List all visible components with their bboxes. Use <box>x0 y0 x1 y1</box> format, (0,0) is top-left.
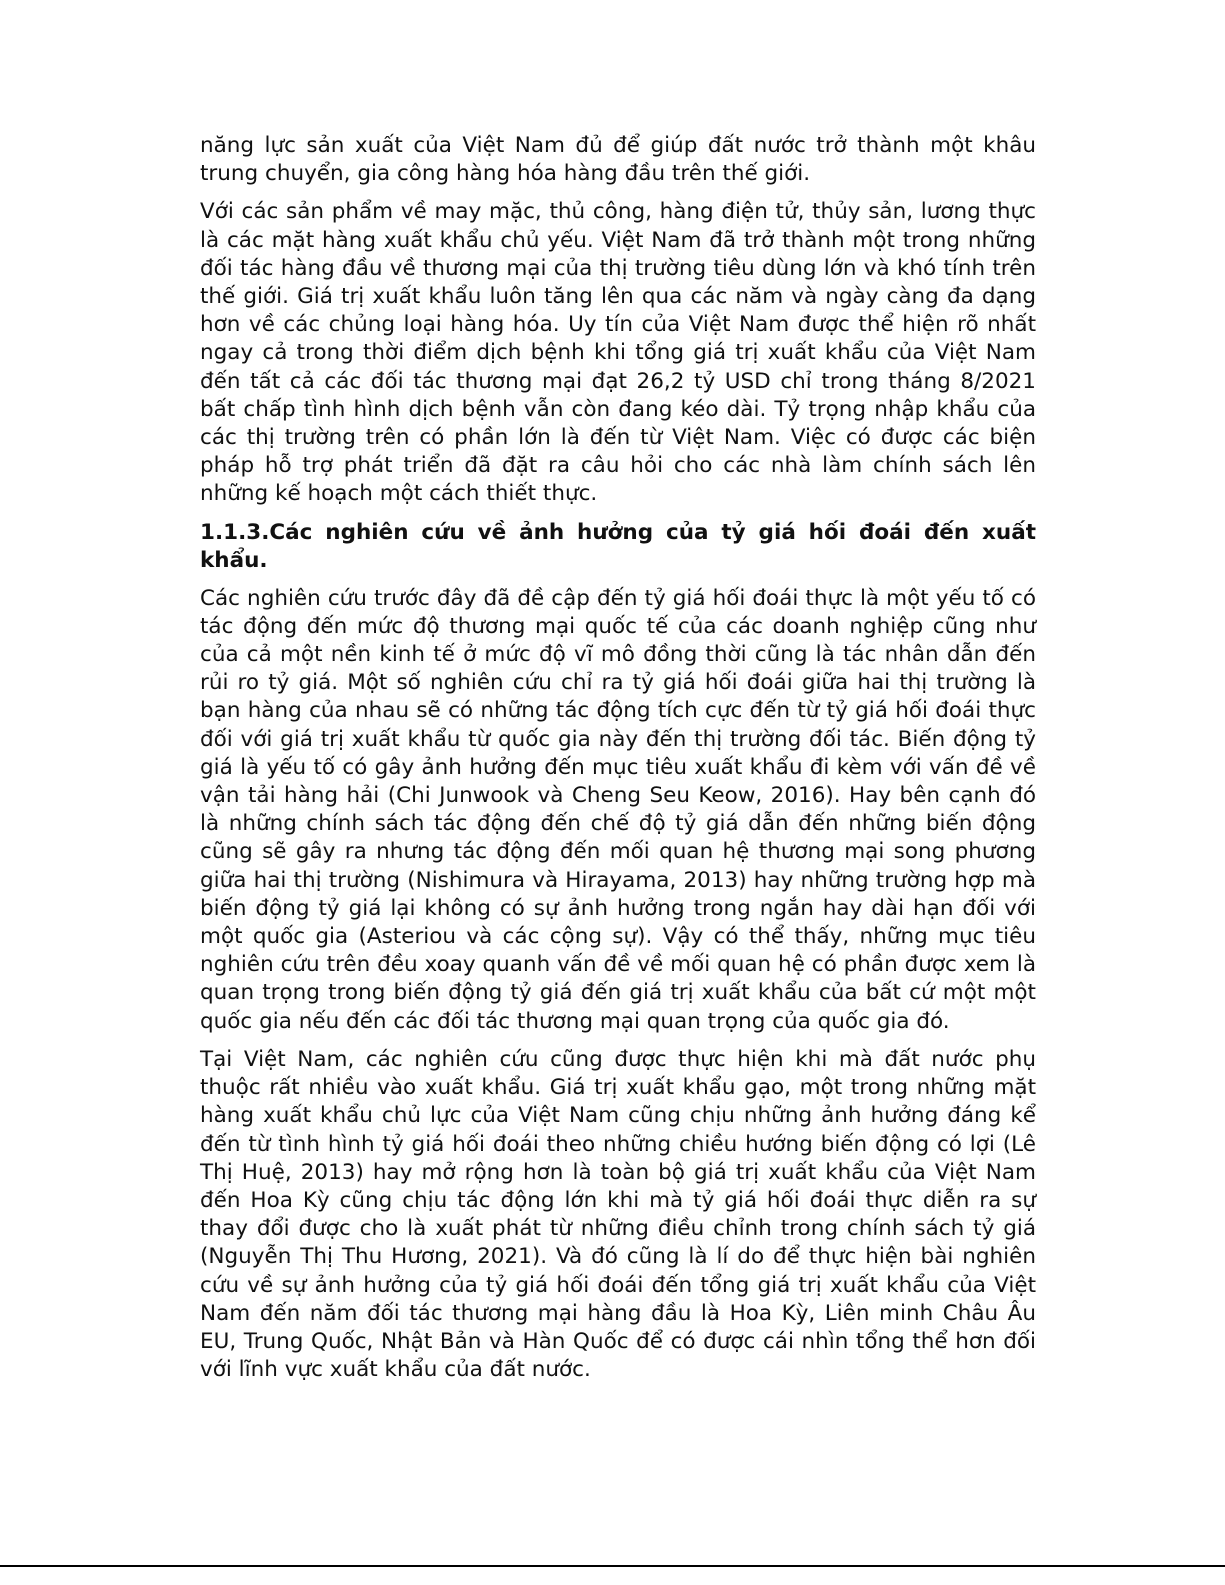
section-heading: 1.1.3.Các nghiên cứu về ảnh hưởng của tỷ giá hối đoái đến xuất khẩu. <box>200 519 1036 573</box>
paragraph-export-products: Với các sản phẩm về may mặc, thủ công, hàng điện tử, thủy sản, lương thực là các mặt hàng xuất khẩu chủ yếu. Việt Nam đã trở thành một trong những đối tác hàng đầu về thương mại của thị trường tiêu dùng lớn và khó tính trên thế giới. Giá trị xuất khẩu luôn tăng lên qua các năm và ngày càng đa dạng hơn về các chủng loại hàng hóa. Uy tín của Việt Nam được thể hiện rõ nhất ngay cả trong thời điểm dịch bệnh khi tổng giá trị xuất khẩu của Việt Nam đến tất cả các đối tác thương mại đạt 26,2 tỷ USD chỉ trong tháng 8/2021 bất chấp tình hình dịch bệnh vẫn còn đang kéo dài. Tỷ trọng nhập khẩu của các thị trường trên có phần lớn là đến từ Việt Nam. Việc có được các biện pháp hỗ trợ phát triển đã đặt ra câu hỏi cho các nhà làm chính sách lên những kế hoạch một cách thiết thực. <box>200 199 1036 507</box>
document-page <box>200 132 1036 1394</box>
paragraph-prior-research: Các nghiên cứu trước đây đã đề cập đến tỷ giá hối đoái thực là một yếu tố có tác động đến mức độ thương mại quốc tế của các doanh nghiệp cũng như của cả một nền kinh tế ở mức độ vĩ mô đồng thời cũng là tác nhân dẫn đến rủi ro tỷ giá. Một số nghiên cứu chỉ ra tỷ giá hối đoái giữa hai thị trường là bạn hàng của nhau sẽ có những tác động tích cực đến từ tỷ giá hối đoái thực đối với giá trị xuất khẩu từ quốc gia này đến thị trường đối tác. Biến động tỷ giá là yếu tố có gây ảnh hưởng đến mục tiêu xuất khẩu đi kèm với vấn đề về vận tải hàng hải (Chi Junwook và Cheng Seu Keow, 2016). Hay bên cạnh đó là những chính sách tác động đến chế độ tỷ giá dẫn đến những biến động cũng sẽ gây ra nhưng tác động đến mối quan hệ thương mại song phương giữa hai thị trường (Nishimura và Hirayama, 2013) hay những trường hợp mà biến động tỷ giá lại không có sự ảnh hưởng trong ngắn hay dài hạn đối với một quốc gia (Asteriou và các cộng sự). Vậy có thể thấy, những mục tiêu nghiên cứu trên đều xoay quanh vấn đề về mối quan hệ có phần được xem là quan trọng trong biến động tỷ giá đến giá trị xuất khẩu của bất cứ một một quốc gia nếu đến các đối tác thương mại quan trọng của quốc gia đó. <box>200 585 1036 1034</box>
paragraph-vietnam-research: Tại Việt Nam, các nghiên cứu cũng được thực hiện khi mà đất nước phụ thuộc rất nhiều vào xuất khẩu. Giá trị xuất khẩu gạo, một trong những mặt hàng xuất khẩu chủ lực của Việt Nam cũng chịu những ảnh hưởng đáng kể đến từ tình hình tỷ giá hối đoái theo những chiều hướng biến động có lợi (Lê Thị Huệ, 2013) hay mở rộng hơn là toàn bộ giá trị xuất khẩu của Việt Nam đến Hoa Kỳ cũng chịu tác động lớn khi mà tỷ giá hối đoái thực diễn ra sự thay đổi được cho là xuất phát từ những điều chỉnh trong chính sách tỷ giá (Nguyễn Thị Thu Hương, 2021). Và đó cũng là lí do để thực hiện bài nghiên cứu về sự ảnh hưởng của tỷ giá hối đoái đến tổng giá trị xuất khẩu của Việt Nam đến năm đối tác thương mại hàng đầu là Hoa Kỳ, Liên minh Châu Âu EU, Trung Quốc, Nhật Bản và Hàn Quốc để có được cái nhìn tổng thể hơn đối với lĩnh vực xuất khẩu của đất nước. <box>200 1046 1036 1383</box>
paragraph-capacity: năng lực sản xuất của Việt Nam đủ để giúp đất nước trở thành một khâu trung chuyển, gia công hàng hóa hàng đầu trên thế giới. <box>200 133 1036 187</box>
page-bottom-divider <box>0 1565 1225 1567</box>
